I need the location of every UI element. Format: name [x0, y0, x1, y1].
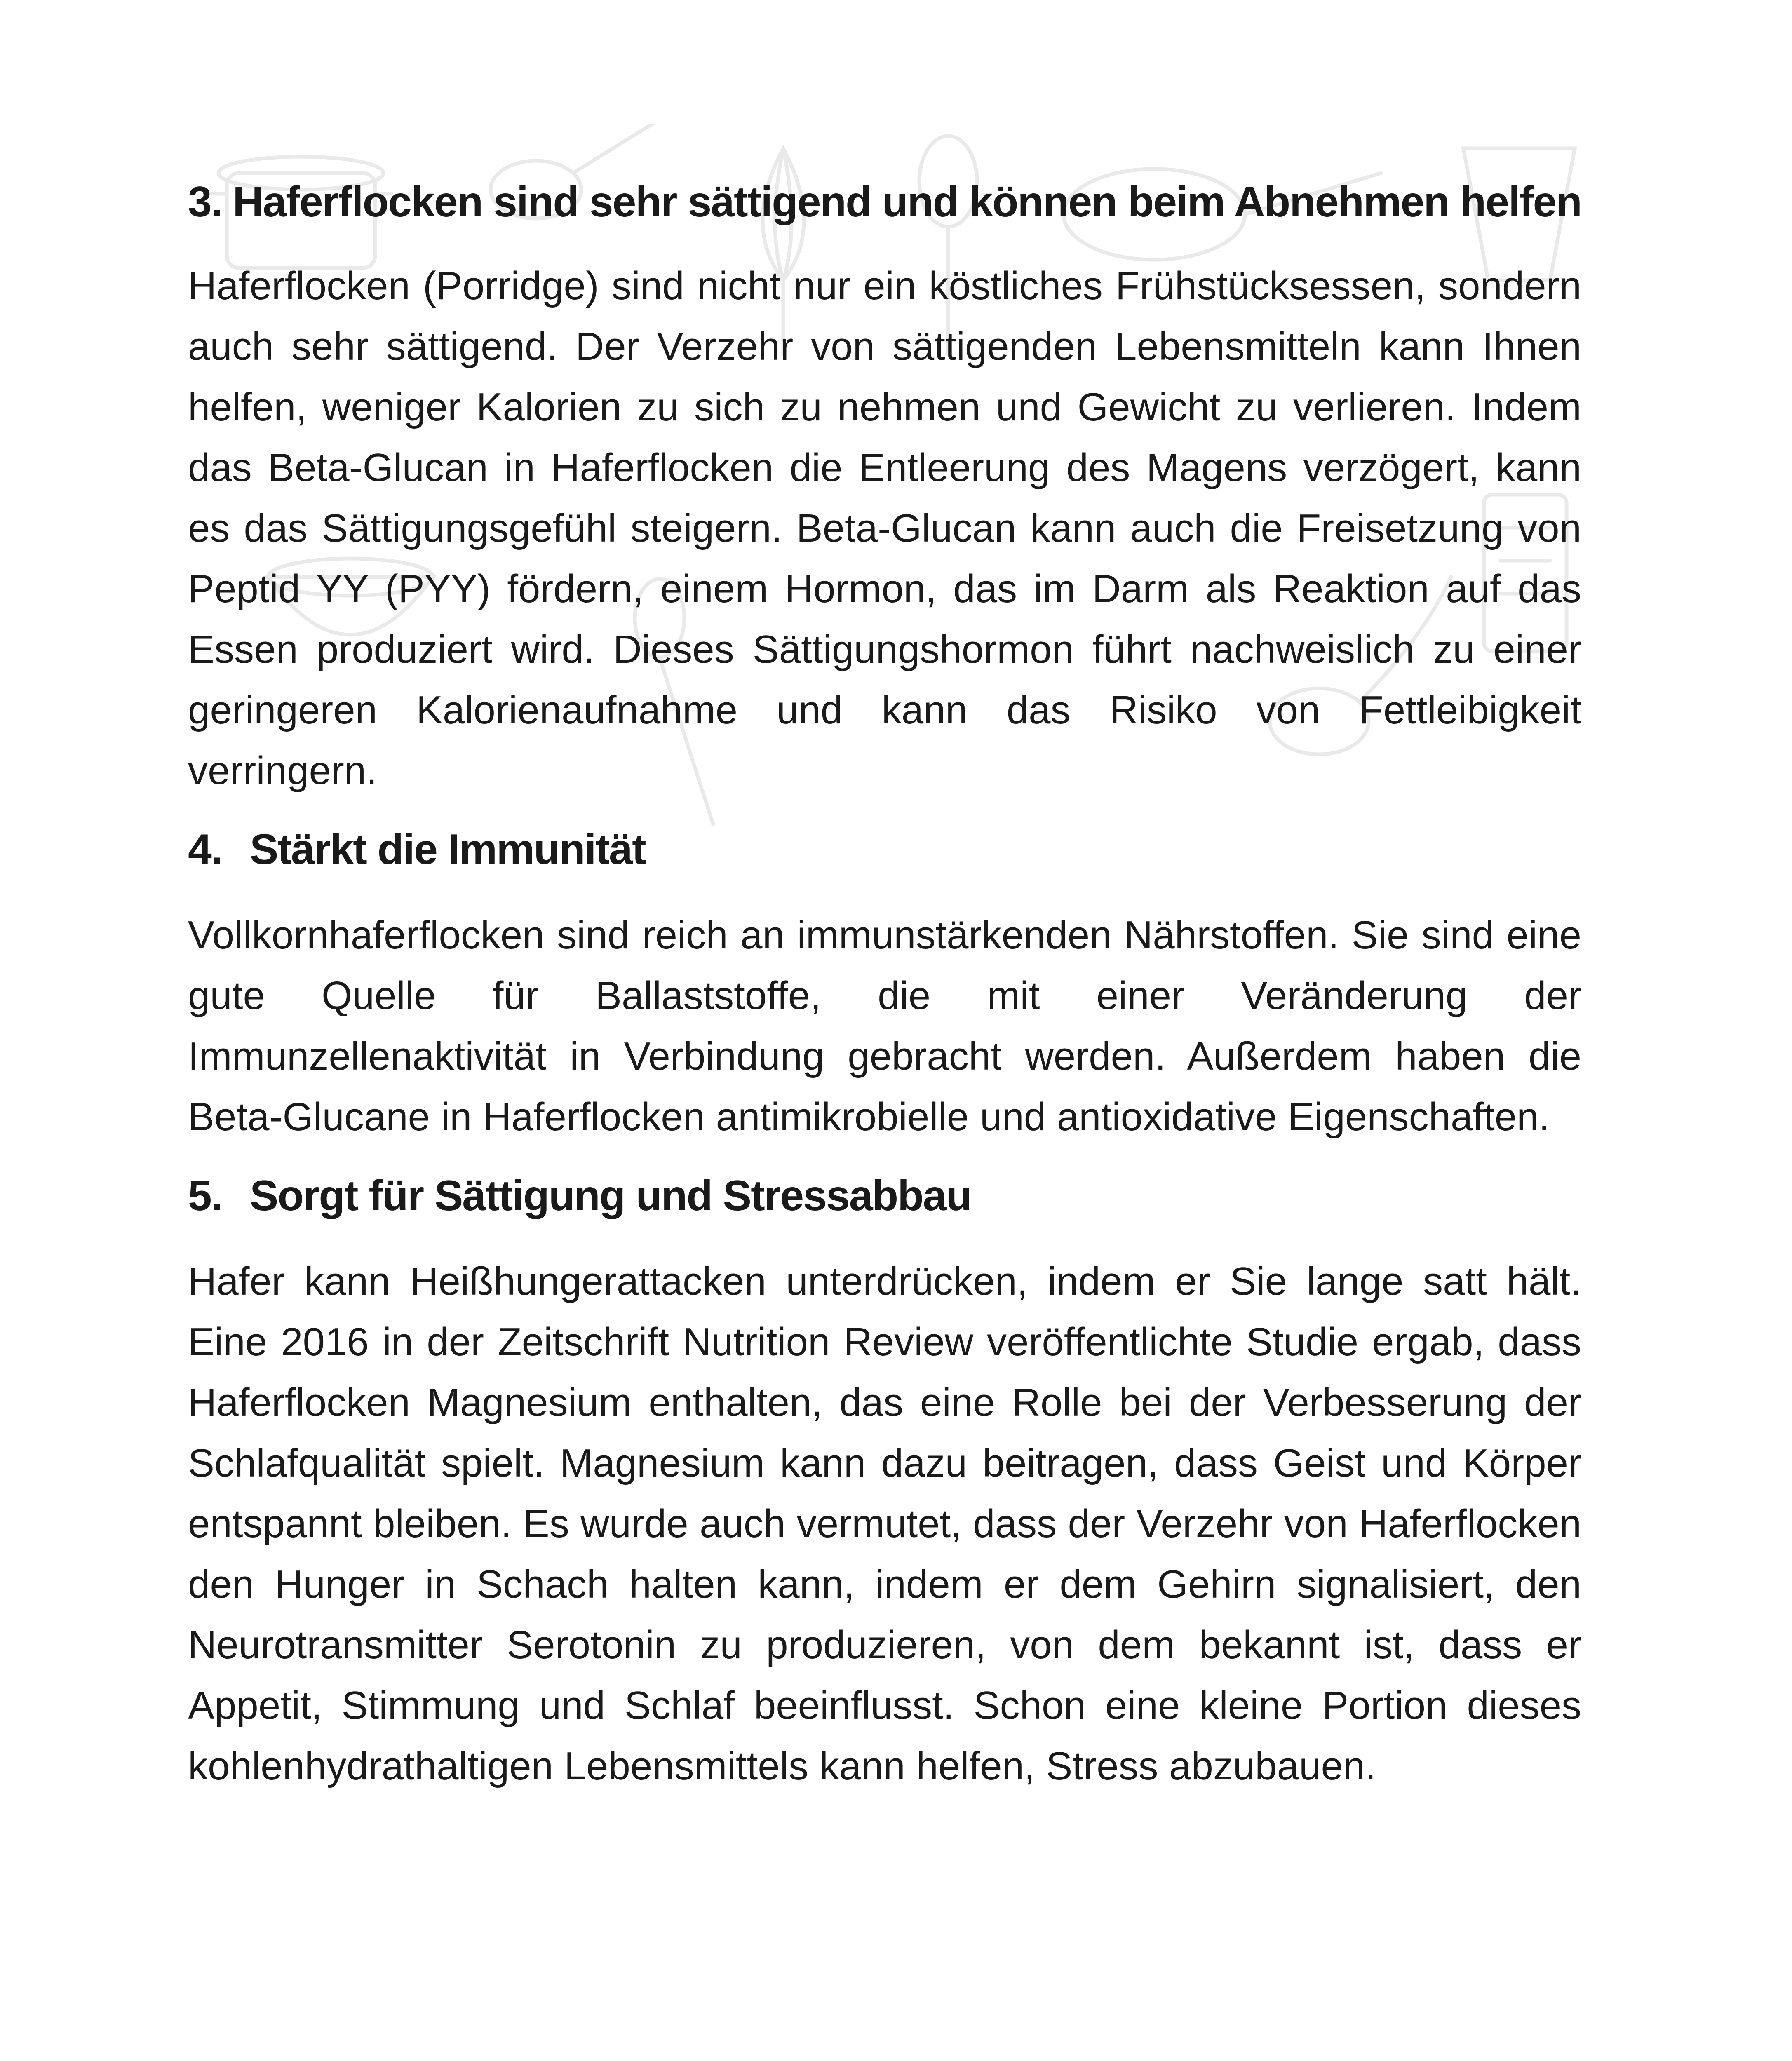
section-title: Sorgt für Sättigung und Stressabbau [250, 1172, 972, 1220]
section-number: 3. [188, 178, 222, 226]
section-number: 5. [188, 1172, 222, 1220]
section-heading-3 [188, 173, 1581, 231]
section-paragraph-3: Haferflocken (Porridge) sind nicht nur ein köstliches Frühstücksessen, sondern auch sehr sättigend. Der Verzehr von sättigenden Lebensmitteln kann Ihnen helfen, weniger Kalorien zu sich zu nehmen und Gewicht zu verlieren. Indem das Beta-Glucan in Haferflocken die Entleerung des Magens verzögert, kann es das Sättigungsgefühl steigern. Beta-Glucan kann auch die Freisetzung von Peptid YY (PYY) fördern, einem Hormon, das im Darm als Reaktion auf das Essen produziert wird. Dieses Sättigungshormon führt nachweislich zu einer geringeren Kalorienaufnahme und kann das Risiko von Fettleibigkeit verringern. [188, 264, 1581, 793]
section-title: Haferflocken sind sehr sättigend und können beim Abnehmen helfen [233, 178, 1581, 226]
section-paragraph-5: Hafer kann Heißhungerattacken unterdrücken, indem er Sie lange satt hält. Eine 2016 in der Zeitschrift Nutrition Review veröffentlichte Studie ergab, dass Haferflocken Magnesium enthalten, das eine Rolle bei der Verbesserung der Schlafqualität spielt. Magnesium kann dazu beitragen, dass Geist und Körper entspannt bleiben. Es wurde auch vermutet, dass der Verzehr von Haferflocken den Hunger in Schach halten kann, indem er dem Gehirn signalisiert, den Neurotransmitter Serotonin zu produzieren, von dem bekannt ist, dass er Appetit, Stimmung und Schlaf beeinflusst. Schon eine kleine Portion dieses kohlenhydrathaltigen Lebensmittels kann helfen, Stress abzubauen. [188, 1259, 1581, 1788]
section-title: Stärkt die Immunität [250, 826, 646, 873]
article-content [188, 173, 1581, 1796]
section-heading-4 [188, 821, 1581, 878]
section-heading-5 [188, 1167, 1581, 1225]
section-paragraph-4: Vollkornhaferflocken sind reich an immunstärkenden Nährstoffen. Sie sind eine gute Quelle für Ballaststoffe, die mit einer Veränderung der Immunzellenaktivität in Verbindung gebracht werden. Außerdem haben die Beta-Glucane in Haferflocken antimikrobielle und antioxidative Eigenschaften. [188, 913, 1581, 1139]
section-number: 4. [188, 826, 222, 873]
